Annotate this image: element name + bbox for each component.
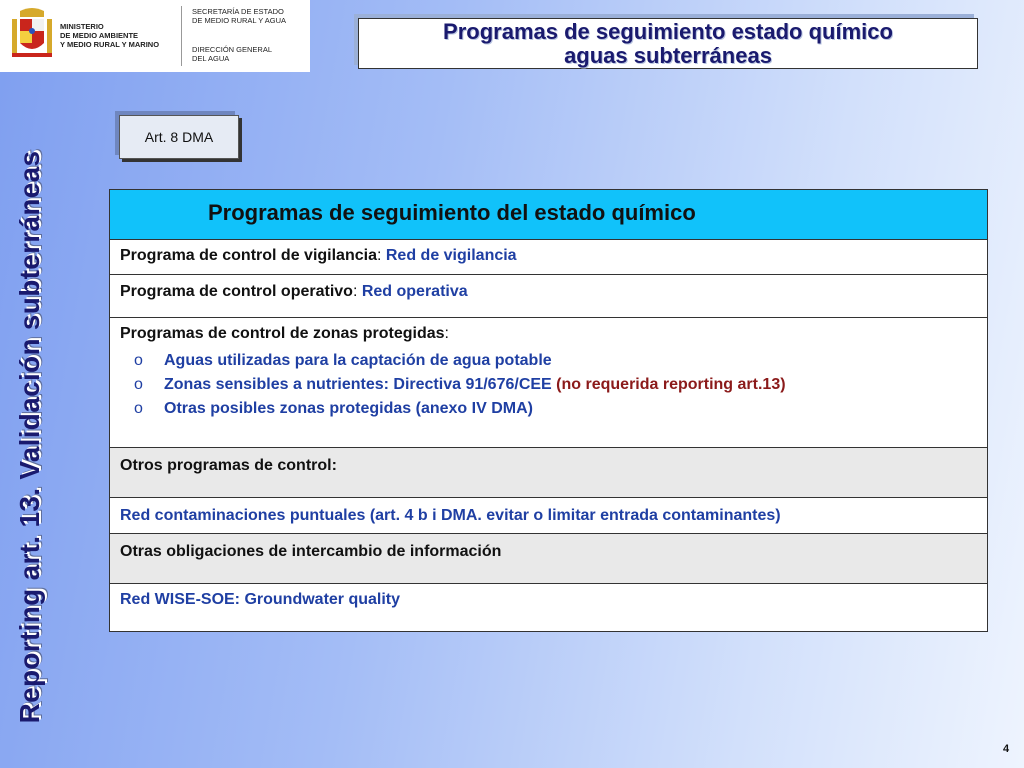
bullet-marker: o [134, 400, 143, 417]
row-operativo-separator: : [352, 283, 358, 300]
row-otros-label: Otros programas de control: [120, 457, 337, 474]
row-vigilancia-label: Programa de control de vigilancia [120, 247, 377, 264]
row-vigilancia-value: Red de vigilancia [381, 247, 517, 264]
coat-of-arms-icon [10, 7, 54, 63]
row-operativo-label: Programa de control operativo [120, 283, 353, 300]
side-title-text: Reporting art. 13. Validación subterráneas [14, 150, 45, 724]
row-intercambio-label: Otras obligaciones de intercambio de información [120, 543, 502, 560]
table-header-row [110, 190, 987, 239]
table-row-zonas [110, 317, 987, 447]
art-label: Art. 8 DMA [144, 129, 214, 145]
row-operativo-value: Red operativa [357, 283, 468, 300]
ministry-header [0, 0, 310, 72]
bullet-note: (no requerida reporting art.13) [556, 376, 786, 393]
list-item [134, 373, 786, 397]
table-row-vigilancia [110, 239, 987, 274]
table-row-otros [110, 447, 987, 497]
direccion-name: DIRECCIÓN GENERAL DEL AGUA [192, 45, 273, 63]
art-label-box [119, 115, 239, 159]
table-row-operativo [110, 274, 987, 317]
table-row-wise [110, 583, 987, 631]
ministry-name: MINISTERIO DE MEDIO AMBIENTE Y MEDIO RURAL Y MARINO [60, 22, 160, 49]
list-item [134, 397, 786, 421]
row-zonas-label: Programas de control de zonas protegidas [120, 325, 445, 342]
bullet-text: Otras posibles zonas protegidas (anexo IV DMA) [164, 400, 533, 417]
table-header-title: Programas de seguimiento del estado químico [208, 200, 696, 225]
row-zonas-separator: : [444, 325, 449, 342]
row-vigilancia-separator: : [376, 247, 382, 264]
bullet-text: Zonas sensibles a nutrientes: Directiva 91/676/CEE [164, 376, 557, 393]
bullet-marker: o [134, 376, 143, 393]
row-wise-label: Red WISE-SOE: Groundwater quality [120, 591, 401, 608]
page-number: 4 [1003, 743, 1010, 755]
page-title-line-1: Programas de seguimiento estado químico [443, 19, 893, 44]
list-item [134, 349, 786, 373]
programs-table [109, 189, 988, 632]
zonas-bullet-list [134, 349, 786, 421]
page-title-line-2: aguas subterráneas [564, 43, 772, 68]
header-divider [181, 6, 182, 66]
secretaria-name: SECRETARÍA DE ESTADO DE MEDIO RURAL Y AGUA [192, 7, 287, 25]
table-row-puntuales [110, 497, 987, 533]
bullet-text: Aguas utilizadas para la captación de agua potable [164, 352, 552, 369]
row-puntuales-label: Red contaminaciones puntuales (art. 4 b i DMA. evitar o limitar entrada contaminantes) [120, 507, 781, 524]
page-title [358, 18, 978, 69]
table-row-intercambio [110, 533, 987, 583]
bullet-marker: o [134, 352, 143, 369]
